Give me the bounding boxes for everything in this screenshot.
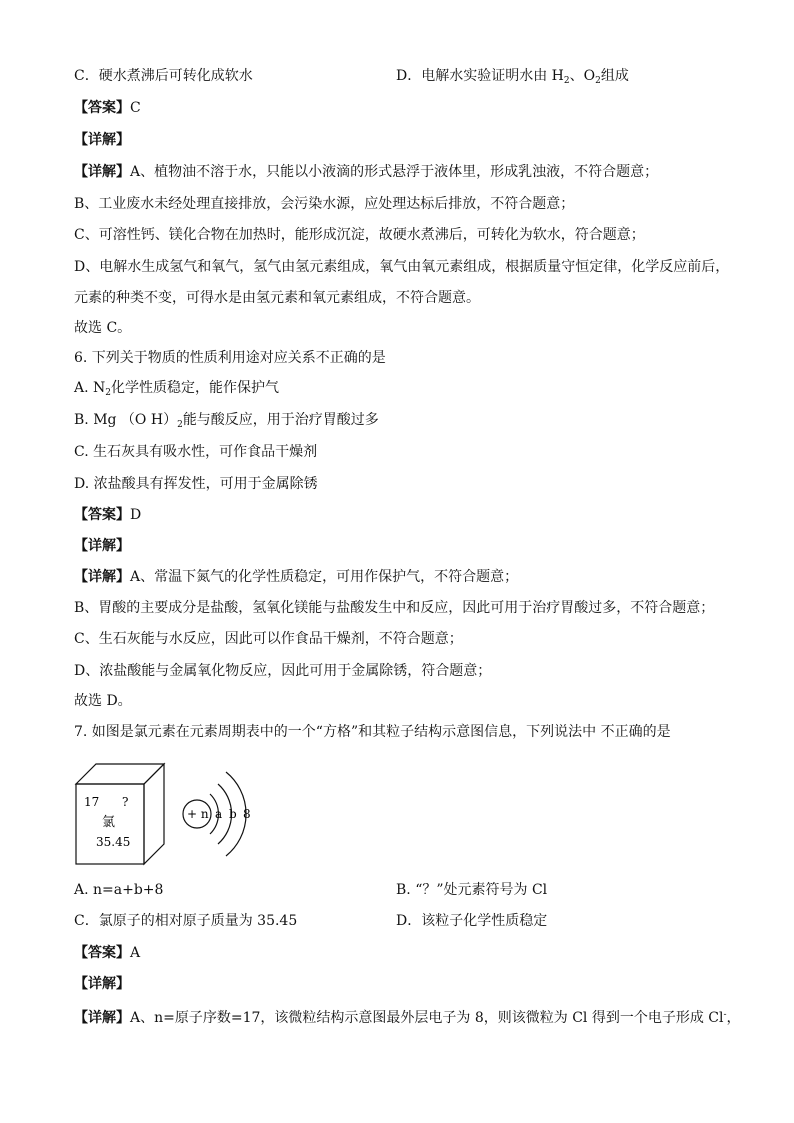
- q6-detail-line-2: B、胃酸的主要成分是盐酸，氢氧化镁能与盐酸发生中和反应，因此可用于治疗胃酸过多，不符合题意；: [74, 600, 715, 616]
- q6-option-d: D. 浓盐酸具有挥发性，可用于金属除锈: [74, 476, 318, 492]
- q5-detail-label: 【详解】: [74, 164, 130, 180]
- q6-option-a-post: 化学性质稳定，能作保护气: [111, 380, 279, 396]
- q5-option-c: C．硬水煮沸后可转化成软水: [74, 68, 253, 84]
- q7-answer-value: A: [130, 945, 141, 961]
- q6-option-a-sub: 2: [105, 388, 111, 398]
- q5-detail-line-4: D、电解水生成氢气和氧气，氢气由氢元素组成，氧气由氧元素组成，根据质量守恒定律，化学反应前后，: [74, 259, 730, 275]
- q6-detail-title: 【详解】: [74, 538, 130, 554]
- q6-detail-text-1: A、常温下氮气的化学性质稳定，可用作保护气，不符合题意；: [130, 569, 519, 585]
- q5-detail-line-1: [74, 162, 658, 182]
- q6-answer-label: 【答案】: [74, 507, 130, 523]
- element-name: 氯: [102, 815, 116, 830]
- q6-option-a: [74, 378, 279, 403]
- q5-answer: [74, 98, 141, 118]
- chlorine-diagram-svg: [74, 760, 274, 870]
- q7-detail-label: 【详解】: [74, 1010, 130, 1026]
- q7-detail-text-1-end: ，: [726, 1010, 741, 1026]
- q5-detail-title: 【详解】: [74, 132, 130, 148]
- q6-detail-line-4: D、浓盐酸能与金属氧化物反应，因此可用于金属除锈，符合题意；: [74, 663, 492, 679]
- q5-answer-value: C: [130, 100, 141, 116]
- q6-detail-line-1: [74, 567, 518, 587]
- element-atomic-number: 17: [84, 795, 100, 809]
- element-cell-top: [76, 764, 164, 784]
- q6-detail-label: 【详解】: [74, 569, 130, 585]
- q7-detail-line-1: [74, 1005, 741, 1028]
- shell-3-electrons: 8: [243, 807, 251, 821]
- q5-conclusion: 故选 C。: [74, 320, 132, 336]
- q7-answer-label: 【答案】: [74, 945, 130, 961]
- q6-answer-value: D: [130, 507, 142, 523]
- q6-conclusion: 故选 D。: [74, 693, 132, 709]
- q5-option-d: [396, 66, 629, 91]
- q7-detail-sup: -: [723, 1010, 727, 1020]
- element-atomic-mass: 35.45: [96, 835, 131, 849]
- q5-option-d-pre: D．电解水实验证明水由 H: [396, 68, 564, 84]
- q6-option-c: C. 生石灰具有吸水性，可作食品干燥剂: [74, 444, 318, 460]
- q7-option-c: C．氯原子的相对原子质量为 35.45: [74, 913, 298, 929]
- nucleus-charge: + n: [187, 807, 209, 821]
- q5-detail-line-5: 元素的种类不变，可得水是由氢元素和氧元素组成，不符合题意。: [74, 290, 480, 306]
- q5-option-d-post: 组成: [600, 68, 629, 84]
- element-cell-side: [144, 764, 164, 864]
- q5-detail-line-3: C、可溶性钙、镁化合物在加热时，能形成沉淀，故硬水煮沸后，可转化为软水，符合题意；: [74, 227, 645, 243]
- element-symbol-unknown: ?: [122, 795, 129, 809]
- q6-option-b: [74, 410, 379, 435]
- q7-answer: [74, 943, 140, 963]
- q6-stem: 6. 下列关于物质的性质利用途对应关系不正确的是: [74, 350, 386, 366]
- q7-stem: 7. 如图是氯元素在元素周期表中的一个“方格”和其粒子结构示意图信息，下列说法中 不正确的是: [74, 724, 671, 740]
- shell-2-electrons: b: [229, 807, 237, 821]
- q5-option-d-mid: 、O: [569, 68, 596, 84]
- q6-option-b-pre: B. Mg （O H）: [74, 412, 178, 428]
- q7-option-a: A. n=a+b+8: [74, 882, 164, 898]
- q7-option-b: B. “？”处元素符号为 Cl: [396, 882, 548, 898]
- q5-detail-line-2: B、工业废水未经处理直接排放，会污染水源，应处理达标后排放，不符合题意；: [74, 196, 575, 212]
- q6-option-b-sub: 2: [177, 420, 183, 430]
- q6-option-a-pre: A. N: [74, 380, 106, 396]
- q7-detail-title: 【详解】: [74, 976, 130, 992]
- q6-detail-line-3: C、生石灰能与水反应，因此可以作食品干燥剂，不符合题意；: [74, 631, 463, 647]
- q7-option-d: D．该粒子化学性质稳定: [396, 913, 548, 929]
- q6-option-b-post: 能与酸反应，用于治疗胃酸过多: [182, 412, 379, 428]
- shell-1-electrons: a: [215, 807, 223, 821]
- q5-option-d-sub1: 2: [563, 76, 570, 86]
- q5-option-d-sub2: 2: [595, 76, 601, 86]
- chlorine-diagram: [74, 760, 274, 870]
- q5-detail-text-1: A、植物油不溶于水，只能以小液滴的形式悬浮于液体里，形成乳浊液，不符合题意；: [130, 164, 659, 180]
- q6-answer: [74, 505, 141, 525]
- q7-detail-text-1: A、n=原子序数=17，该微粒结构示意图最外层电子为 8，则该微粒为 Cl 得到一个电子形成 Cl: [130, 1010, 724, 1026]
- q5-answer-label: 【答案】: [74, 100, 130, 116]
